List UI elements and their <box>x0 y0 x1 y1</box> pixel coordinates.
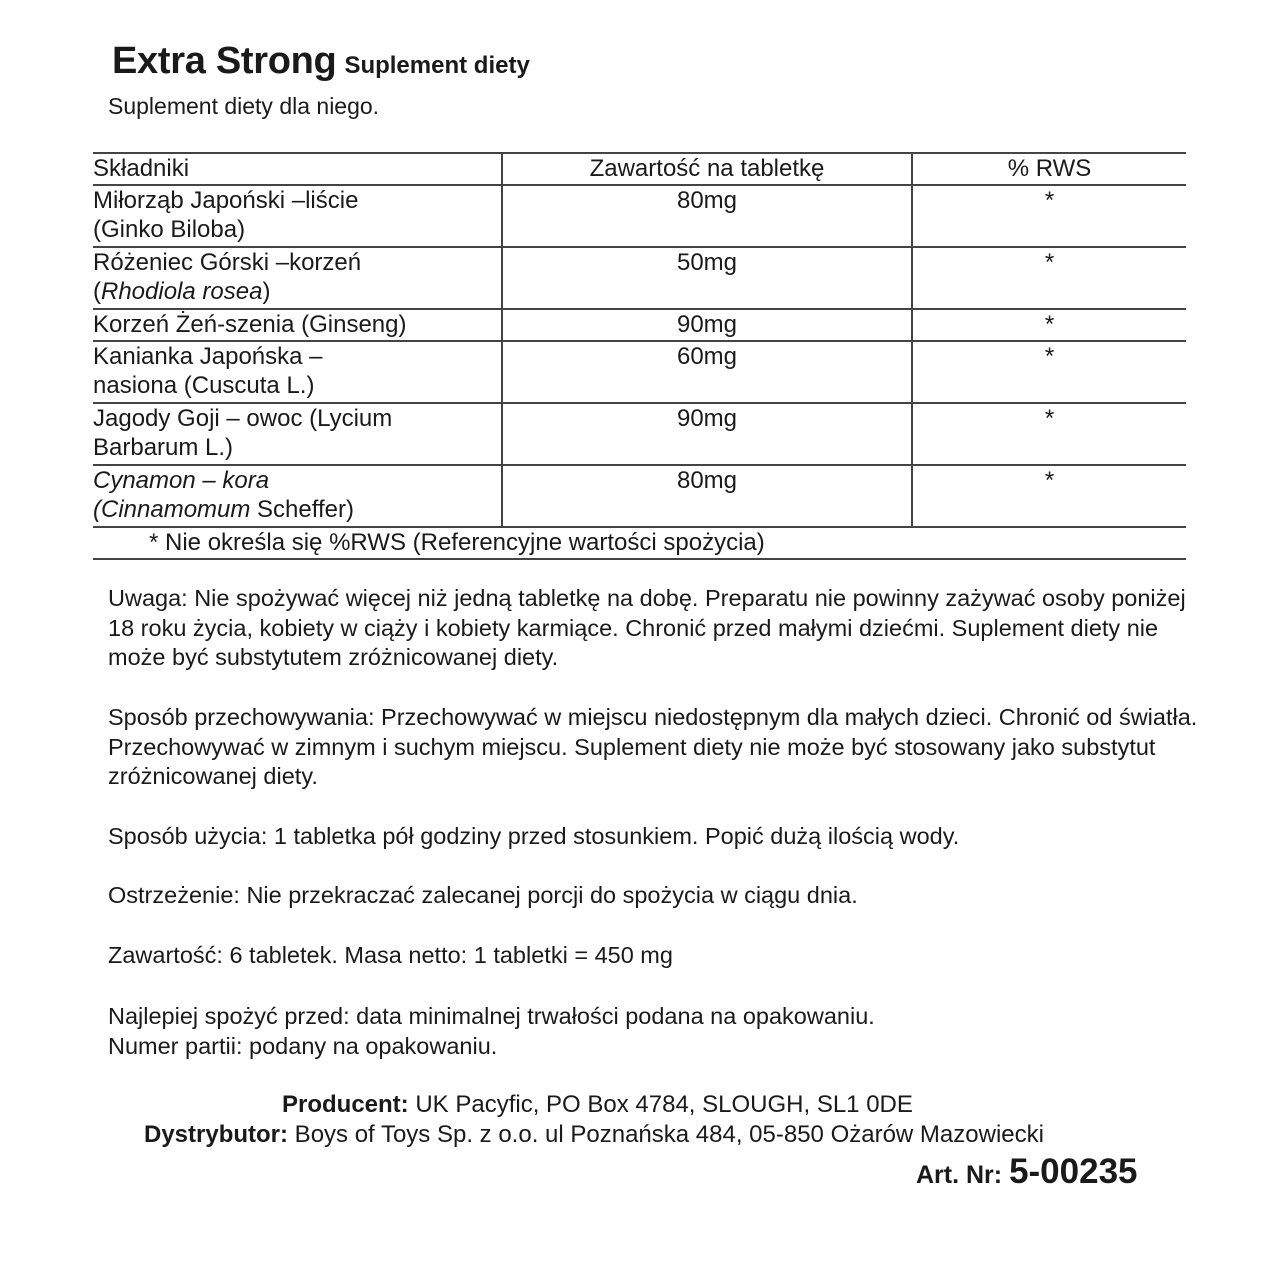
storage-paragraph: Sposób przechowywania: Przechowywać w miejscu niedostępnym dla małych dzieci. Chronić od światła. Przechowywać w zimnym i suchym miejscu. Suplement diety nie może być stosowany jako substytut zróżnicowanej diety. <box>108 704 1198 789</box>
ingredient-name <box>93 309 502 341</box>
ingredient-latin-line <box>93 495 501 524</box>
table-row <box>93 247 1186 309</box>
warning-paragraph: Uwaga: Nie spożywać więcej niż jedną tabletkę na dobę. Preparatu nie powinny zażywać osoby poniżej 18 roku życia, kobiety w ciąży i kobiety karmiące. Chronić przed małymi dziećmi. Suplement diety nie może być substytutem zróżnicowanej diety. <box>108 585 1186 670</box>
ingredient-rws: * <box>912 247 1186 309</box>
table-row <box>93 185 1186 247</box>
contents-paragraph: Zawartość: 6 tabletek. Masa netto: 1 tabletki = 450 mg <box>108 942 673 968</box>
ingredient-rws: * <box>912 341 1186 403</box>
ingredient-name <box>93 403 502 465</box>
article-number-label: Art. Nr: <box>916 1161 1010 1189</box>
paren-open: ( <box>93 278 101 305</box>
table-row <box>93 341 1186 403</box>
ingredient-name <box>93 465 502 527</box>
ingredient-latin-line <box>93 277 501 306</box>
ingredient-name-line: Jagody Goji – owoc (Lycium <box>93 405 393 432</box>
ingredient-amount: 50mg <box>502 247 912 309</box>
distributor-label: Dystrybutor: <box>144 1121 289 1148</box>
column-header-rws: % RWS <box>912 153 1186 185</box>
column-header-ingredients: Składniki <box>93 153 502 185</box>
ingredient-name-italic: Cynamon – kora <box>93 467 270 494</box>
ingredient-amount: 90mg <box>502 309 912 341</box>
latin-name-italic: (Cinnamomum <box>93 496 251 523</box>
ingredient-latin-line: (Ginko Biloba) <box>93 216 246 243</box>
column-header-amount: Zawartość na tabletkę <box>502 153 912 185</box>
ingredient-name <box>93 247 502 309</box>
ingredient-amount: 80mg <box>502 185 912 247</box>
ingredient-rws: * <box>912 185 1186 247</box>
ingredient-amount: 80mg <box>502 465 912 527</box>
table-footnote-row <box>93 527 1186 559</box>
ingredients-table <box>93 152 1186 560</box>
producer-line <box>282 1091 913 1119</box>
distributor-line <box>144 1121 1044 1149</box>
producer-label: Producent: <box>282 1091 409 1118</box>
latin-name-author: Scheffer) <box>250 496 354 523</box>
ingredient-rws: * <box>912 309 1186 341</box>
ingredient-amount: 90mg <box>502 403 912 465</box>
ingredient-name-line: Kanianka Japońska – <box>93 343 323 370</box>
batch-number-line: Numer partii: podany na opakowaniu. <box>108 1033 498 1059</box>
article-number-value: 5-00235 <box>1009 1152 1138 1191</box>
ingredient-name-line: Miłorząb Japoński –liście <box>93 187 359 214</box>
ingredient-rws: * <box>912 403 1186 465</box>
caution-paragraph: Ostrzeżenie: Nie przekraczać zalecanej porcji do spożycia w ciągu dnia. <box>108 882 858 908</box>
table-row <box>93 465 1186 527</box>
product-title: Extra Strong <box>112 40 337 82</box>
ingredient-rws: * <box>912 465 1186 527</box>
usage-paragraph: Sposób użycia: 1 tabletka pół godziny przed stosunkiem. Popić dużą ilością wody. <box>108 823 960 849</box>
ingredient-name-line: Korzeń Żeń-szenia (Ginseng) <box>93 311 407 338</box>
best-before-line: Najlepiej spożyć przed: data minimalnej trwałości podana na opakowaniu. <box>108 1003 875 1029</box>
paren-close: ) <box>262 278 271 305</box>
ingredient-name-line: Różeniec Górski –korzeń <box>93 249 362 276</box>
latin-name-italic: Rhodiola rosea <box>101 278 263 305</box>
ingredient-latin-line: Barbarum L.) <box>93 434 234 461</box>
table-row <box>93 309 1186 341</box>
ingredient-amount: 60mg <box>502 341 912 403</box>
rws-footnote: * Nie określa się %RWS (Referencyjne wartości spożycia) <box>93 527 1186 559</box>
ingredient-name <box>93 185 502 247</box>
producer-value: UK Pacyfic, PO Box 4784, SLOUGH, SL1 0DE <box>408 1091 913 1118</box>
ingredient-latin-line: nasiona (Cuscuta L.) <box>93 372 315 399</box>
product-category: Suplement diety <box>344 52 530 79</box>
title-row <box>112 40 530 83</box>
distributor-value: Boys of Toys Sp. z o.o. ul Poznańska 484, 05-850 Ożarów Mazowiecki <box>288 1121 1044 1148</box>
table-row <box>93 403 1186 465</box>
table-header-row <box>93 153 1186 185</box>
ingredient-name <box>93 341 502 403</box>
ingredient-name-line <box>93 466 501 495</box>
product-tagline: Suplement diety dla niego. <box>108 93 380 119</box>
article-number <box>916 1152 1138 1192</box>
